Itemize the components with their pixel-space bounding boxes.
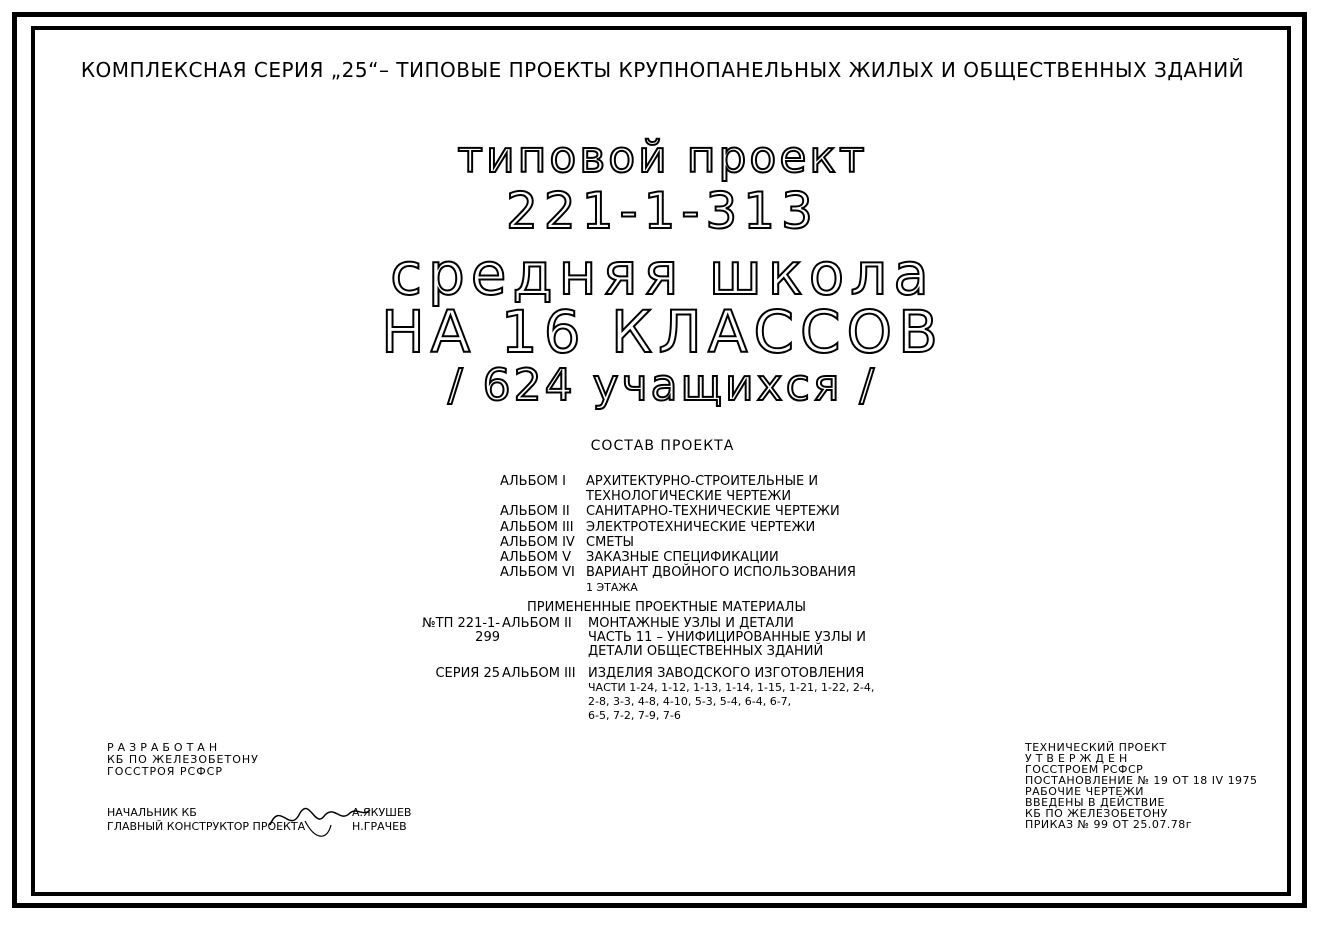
album-row (500, 535, 634, 550)
handwritten-signature (265, 795, 375, 845)
approval-line-8: ПРИКАЗ № 99 ОТ 25.07.78г (1025, 818, 1193, 831)
approval-line-7: КБ ПО ЖЕЛЕЗОБЕТОНУ (1025, 807, 1168, 820)
reference-text (588, 617, 866, 659)
album-text-line: АРХИТЕКТУРНО-СТРОИТЕЛЬНЫЕ И (586, 474, 819, 489)
reference-prefix: №ТП 221-1-299 (422, 616, 500, 645)
reference-text-line: 2-8, 3-3, 4-8, 4-10, 5-3, 5-4, 6-4, 6-7, (588, 695, 792, 708)
album-text-line: СМЕТЫ (586, 535, 634, 550)
approval-line-3: ГОССТРОЕМ РСФСР (1025, 763, 1144, 776)
developer-line-1: РАЗРАБОТАН (107, 741, 222, 754)
title-line-1: типовой проект (457, 132, 868, 183)
album-text-line: 1 ЭТАЖА (586, 581, 638, 594)
approval-line-5: РАБОЧИЕ ЧЕРТЕЖИ (1025, 785, 1144, 798)
approval-block (1025, 742, 1258, 830)
album-label: АЛЬБОМ V (500, 550, 571, 565)
title-line-3: средняя школа (390, 240, 935, 308)
album-label: АЛЬБОМ IV (500, 535, 575, 550)
reference-text-line: ИЗДЕЛИЯ ЗАВОДСКОГО ИЗГОТОВЛЕНИЯ (588, 666, 865, 681)
album-row (500, 504, 840, 519)
approval-line-1: ТЕХНИЧЕСКИЙ ПРОЕКТ (1025, 741, 1167, 754)
album-label: АЛЬБОМ I (500, 474, 566, 489)
series-line: КОМПЛЕКСНАЯ СЕРИЯ „25“– ТИПОВЫЕ ПРОЕКТЫ КРУПНОПАНЕЛЬНЫХ ЖИЛЫХ И ОБЩЕСТВЕННЫХ ЗДАНИЙ (80, 58, 1245, 82)
album-row (500, 474, 818, 504)
reference-text-line: ЧАСТИ 1-24, 1-12, 1-13, 1-14, 1-15, 1-21, 1-22, 2-4, (588, 681, 875, 694)
title-line-5: / 624 учащихся / (447, 360, 878, 411)
album-text-line: ЭЛЕКТРОТЕХНИЧЕСКИЕ ЧЕРТЕЖИ (586, 520, 816, 535)
role-1: НАЧАЛЬНИК КБ (107, 806, 197, 819)
album-text-line: ЗАКАЗНЫЕ СПЕЦИФИКАЦИИ (586, 550, 779, 565)
reference-prefix: СЕРИЯ 25 (435, 666, 500, 681)
reference-album: АЛЬБОМ III (502, 666, 576, 681)
reference-text-line: ЧАСТЬ 11 – УНИФИЦИРОВАННЫЕ УЗЛЫ И (588, 630, 866, 645)
name-2: Н.ГРАЧЕВ (352, 820, 407, 833)
album-text (586, 474, 818, 504)
developer-line-2: КБ ПО ЖЕЛЕЗОБЕТОНУ (107, 753, 259, 766)
album-label: АЛЬБОМ II (500, 504, 570, 519)
approval-line-4: ПОСТАНОВЛЕНИЕ № 19 ОТ 18 IV 1975 (1025, 774, 1258, 787)
reference-text-line: ДЕТАЛИ ОБЩЕСТВЕННЫХ ЗДАНИЙ (588, 644, 824, 659)
project-number: 221-1-313 (506, 182, 819, 240)
role-2: ГЛАВНЫЙ КОНСТРУКТОР ПРОЕКТА (107, 820, 306, 833)
approval-line-6: ВВЕДЕНЫ В ДЕЙСТВИЕ (1025, 796, 1166, 809)
album-label: АЛЬБОМ VI (500, 565, 575, 580)
album-row (500, 565, 856, 595)
reference-row (400, 617, 866, 659)
title-line-4: НА 16 КЛАССОВ (381, 298, 944, 366)
reference-row (400, 667, 874, 723)
album-label: АЛЬБОМ III (500, 520, 574, 535)
reference-text-line: 6-5, 7-2, 7-9, 7-6 (588, 709, 681, 722)
reference-text-line: МОНТАЖНЫЕ УЗЛЫ И ДЕТАЛИ (588, 616, 794, 631)
album-text-line: ТЕХНОЛОГИЧЕСКИЕ ЧЕРТЕЖИ (586, 489, 792, 504)
developer-block (107, 742, 259, 778)
reference-album: АЛЬБОМ II (502, 616, 572, 631)
album-text (586, 565, 856, 595)
album-row (500, 550, 779, 565)
album-text-line: ВАРИАНТ ДВОЙНОГО ИСПОЛЬЗОВАНИЯ (586, 565, 856, 580)
developer-line-3: ГОССТРОЯ РСФСР (107, 765, 223, 778)
used-materials-heading: ПРИМЕНЕННЫЕ ПРОЕКТНЫЕ МАТЕРИАЛЫ (527, 600, 806, 615)
reference-text (588, 667, 874, 723)
approval-line-2: УТВЕРЖДЕН (1025, 752, 1132, 765)
name-1: А.ЯКУШЕВ (352, 806, 412, 819)
composition-heading: СОСТАВ ПРОЕКТА (590, 438, 735, 454)
album-row (500, 520, 815, 535)
album-text-line: САНИТАРНО-ТЕХНИЧЕСКИЕ ЧЕРТЕЖИ (586, 504, 840, 519)
